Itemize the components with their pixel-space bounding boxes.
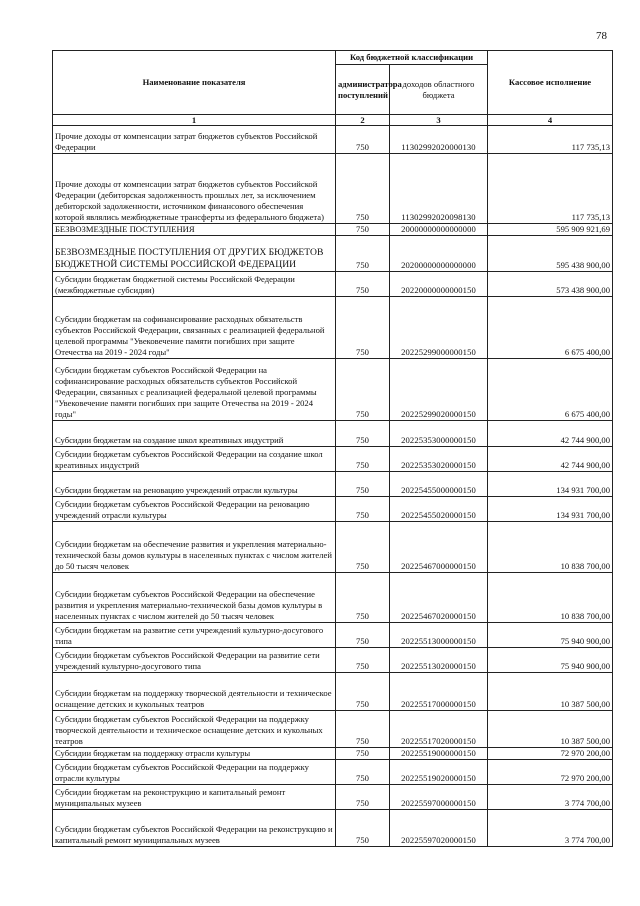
- row-cash-amount: 3 774 700,00: [488, 785, 613, 810]
- row-name: Субсидии бюджетам субъектов Российской Федерации на создание школ креативных индустрий: [53, 447, 336, 472]
- row-cash-amount: 6 675 400,00: [488, 359, 613, 421]
- row-name: Субсидии бюджетам субъектов Российской Федерации на софинансирование расходных обязательств субъектов Российской Федерации, связанных с реализацией федеральной целевой программы "Увековечение памяти погибших при защите Отечества на 2019 - 2024 годы": [53, 359, 336, 421]
- row-name: Субсидии бюджетам на реновацию учреждений отрасли культуры: [53, 472, 336, 497]
- table-row: [53, 748, 613, 760]
- table-row: [53, 224, 613, 236]
- row-admin-code: 750: [336, 126, 390, 154]
- table-row: [53, 497, 613, 522]
- row-name: Субсидии бюджетам на софинансирование расходных обязательств субъектов Российской Федерации, связанных с реализацией федеральной целевой программы "Увековечение памяти погибших при защите Отечества на 2019 - 2024 годы": [53, 297, 336, 359]
- row-name: Субсидии бюджетам субъектов Российской Федерации на поддержку творческой деятельности и техническое оснащение детских и кукольных театров: [53, 711, 336, 748]
- table-body: [53, 126, 613, 847]
- table-row: [53, 421, 613, 447]
- row-cash-amount: 10 838 700,00: [488, 522, 613, 573]
- table-row: [53, 297, 613, 359]
- table-row: [53, 472, 613, 497]
- table-row: [53, 522, 613, 573]
- table-row: [53, 447, 613, 472]
- row-admin-code: 750: [336, 623, 390, 648]
- row-name: Прочие доходы от компенсации затрат бюджетов субъектов Российской Федерации (дебиторская задолженность прошлых лет, за исключением дебиторской задолженности, источником финансового обеспечения которой являлись межбюджетные трансферты из федерального бюджета): [53, 154, 336, 224]
- row-cash-amount: 6 675 400,00: [488, 297, 613, 359]
- row-cash-amount: 134 931 700,00: [488, 497, 613, 522]
- row-cash-amount: 75 940 900,00: [488, 648, 613, 673]
- row-revenue-code: 20225467020000150: [390, 573, 488, 623]
- table-row: [53, 126, 613, 154]
- row-revenue-code: 20225597020000150: [390, 810, 488, 847]
- row-revenue-code: 20225513000000150: [390, 623, 488, 648]
- row-cash-amount: 75 940 900,00: [488, 623, 613, 648]
- table-row: [53, 236, 613, 272]
- row-revenue-code: 20225517000000150: [390, 673, 488, 711]
- row-revenue-code: 20225299020000150: [390, 359, 488, 421]
- row-name: БЕЗВОЗМЕЗДНЫЕ ПОСТУПЛЕНИЯ ОТ ДРУГИХ БЮДЖЕТОВ БЮДЖЕТНОЙ СИСТЕМЫ РОССИЙСКОЙ ФЕДЕРАЦИИ: [53, 236, 336, 272]
- row-admin-code: 750: [336, 224, 390, 236]
- row-name: Субсидии бюджетам на поддержку отрасли культуры: [53, 748, 336, 760]
- row-admin-code: 750: [336, 272, 390, 297]
- row-cash-amount: 117 735,13: [488, 154, 613, 224]
- column-number-row: [53, 115, 613, 126]
- row-admin-code: 750: [336, 711, 390, 748]
- row-admin-code: 750: [336, 359, 390, 421]
- header-admin: администратора поступлений: [336, 65, 390, 115]
- col-number-2: 2: [336, 115, 390, 126]
- header-revenue: доходов областного бюджета: [390, 65, 488, 115]
- table-row: [53, 623, 613, 648]
- row-revenue-code: 20000000000000000: [390, 224, 488, 236]
- row-admin-code: 750: [336, 236, 390, 272]
- row-cash-amount: 10 387 500,00: [488, 673, 613, 711]
- row-cash-amount: 134 931 700,00: [488, 472, 613, 497]
- row-admin-code: 750: [336, 648, 390, 673]
- table-row: [53, 760, 613, 785]
- row-revenue-code: 20225455000000150: [390, 472, 488, 497]
- row-revenue-code: 20225517020000150: [390, 711, 488, 748]
- row-name: Субсидии бюджетам на создание школ креативных индустрий: [53, 421, 336, 447]
- row-cash-amount: 72 970 200,00: [488, 760, 613, 785]
- row-admin-code: 750: [336, 760, 390, 785]
- row-admin-code: 750: [336, 785, 390, 810]
- page-number: 78: [596, 30, 607, 42]
- header-code-group: Код бюджетной классификации: [336, 51, 488, 65]
- row-admin-code: 750: [336, 421, 390, 447]
- row-admin-code: 750: [336, 472, 390, 497]
- row-admin-code: 750: [336, 748, 390, 760]
- row-name: Субсидии бюджетам бюджетной системы Российской Федерации (межбюджетные субсидии): [53, 272, 336, 297]
- row-name: Субсидии бюджетам на развитие сети учреждений культурно-досугового типа: [53, 623, 336, 648]
- row-name: БЕЗВОЗМЕЗДНЫЕ ПОСТУПЛЕНИЯ: [53, 224, 336, 236]
- row-cash-amount: 595 909 921,69: [488, 224, 613, 236]
- row-admin-code: 750: [336, 447, 390, 472]
- row-admin-code: 750: [336, 673, 390, 711]
- row-name: Субсидии бюджетам на поддержку творческой деятельности и техническое оснащение детских и кукольных театров: [53, 673, 336, 711]
- row-revenue-code: 11302992020098130: [390, 154, 488, 224]
- row-name: Субсидии бюджетам субъектов Российской Федерации на поддержку отрасли культуры: [53, 760, 336, 785]
- row-name: Субсидии бюджетам на обеспечение развития и укрепления материально-технической базы домов культуры в населенных пунктах с числом жителей до 50 тысяч человек: [53, 522, 336, 573]
- table-row: [53, 359, 613, 421]
- row-admin-code: 750: [336, 154, 390, 224]
- row-admin-code: 750: [336, 522, 390, 573]
- row-revenue-code: 11302992020000130: [390, 126, 488, 154]
- budget-table: [52, 50, 613, 847]
- row-cash-amount: 595 438 900,00: [488, 236, 613, 272]
- row-cash-amount: 10 387 500,00: [488, 711, 613, 748]
- row-cash-amount: 117 735,13: [488, 126, 613, 154]
- col-number-3: 3: [390, 115, 488, 126]
- row-name: Субсидии бюджетам субъектов Российской Федерации на реновацию учреждений отрасли культуры: [53, 497, 336, 522]
- table-row: [53, 785, 613, 810]
- row-cash-amount: 42 744 900,00: [488, 421, 613, 447]
- row-cash-amount: 72 970 200,00: [488, 748, 613, 760]
- row-revenue-code: 20225353020000150: [390, 447, 488, 472]
- row-admin-code: 750: [336, 497, 390, 522]
- row-name: Субсидии бюджетам субъектов Российской Федерации на обеспечение развития и укрепления материально-технической базы домов культуры в населенных пунктах с числом жителей до 50 тысяч человек: [53, 573, 336, 623]
- row-admin-code: 750: [336, 297, 390, 359]
- row-name: Субсидии бюджетам на реконструкцию и капитальный ремонт муниципальных музеев: [53, 785, 336, 810]
- row-name: Субсидии бюджетам субъектов Российской Федерации на развитие сети учреждений культурно-досугового типа: [53, 648, 336, 673]
- header-cash-execution: Кассовое исполнение: [488, 51, 613, 115]
- row-cash-amount: 10 838 700,00: [488, 573, 613, 623]
- row-name: Субсидии бюджетам субъектов Российской Федерации на реконструкцию и капитальный ремонт муниципальных музеев: [53, 810, 336, 847]
- row-cash-amount: 42 744 900,00: [488, 447, 613, 472]
- row-revenue-code: 20225353000000150: [390, 421, 488, 447]
- table-row: [53, 272, 613, 297]
- row-revenue-code: 20225519000000150: [390, 748, 488, 760]
- row-admin-code: 750: [336, 573, 390, 623]
- header-indicator: Наименование показателя: [53, 51, 336, 115]
- row-revenue-code: 20225597000000150: [390, 785, 488, 810]
- table-row: [53, 154, 613, 224]
- table-row: [53, 810, 613, 847]
- table-row: [53, 648, 613, 673]
- row-revenue-code: 20225455020000150: [390, 497, 488, 522]
- row-name: Прочие доходы от компенсации затрат бюджетов субъектов Российской Федерации: [53, 126, 336, 154]
- table-row: [53, 573, 613, 623]
- row-cash-amount: 3 774 700,00: [488, 810, 613, 847]
- row-revenue-code: 20225513020000150: [390, 648, 488, 673]
- row-revenue-code: 20200000000000000: [390, 236, 488, 272]
- row-admin-code: 750: [336, 810, 390, 847]
- row-revenue-code: 20225299000000150: [390, 297, 488, 359]
- table-row: [53, 673, 613, 711]
- col-number-1: 1: [53, 115, 336, 126]
- row-revenue-code: 20225467000000150: [390, 522, 488, 573]
- row-revenue-code: 20220000000000150: [390, 272, 488, 297]
- row-revenue-code: 20225519020000150: [390, 760, 488, 785]
- col-number-4: 4: [488, 115, 613, 126]
- table-row: [53, 711, 613, 748]
- row-cash-amount: 573 438 900,00: [488, 272, 613, 297]
